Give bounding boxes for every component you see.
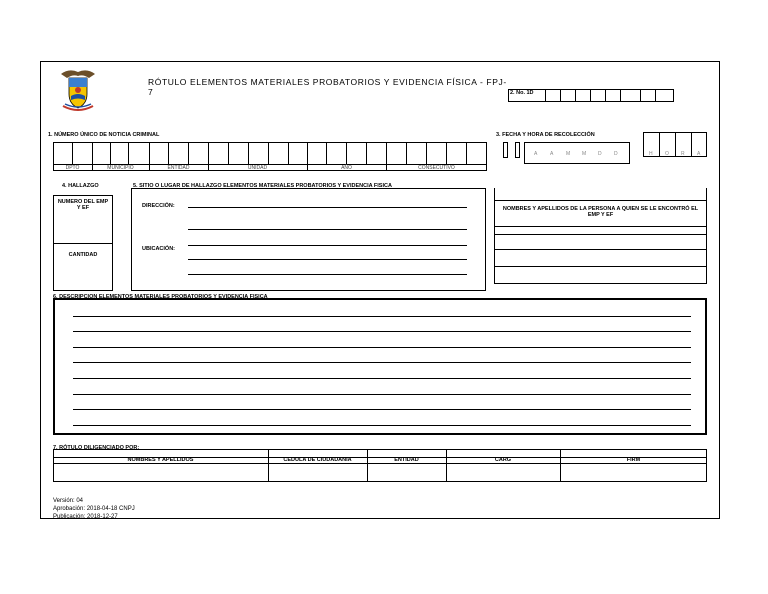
fecha-letter: D: [598, 151, 602, 157]
direccion-input-2[interactable]: [188, 229, 467, 230]
noticia-sub-entidad: ENTIDAD: [167, 165, 190, 171]
descripcion-box[interactable]: [53, 298, 707, 435]
rotulo-label: 7. RÓTULO DILIGENCIADO POR:: [53, 445, 140, 451]
ubicacion-input[interactable]: [188, 245, 467, 246]
sitio-box: [131, 188, 486, 291]
rotulo-col-nombres: NOMBRES Y APELLIDOS: [127, 457, 194, 463]
descripcion-line: [73, 316, 691, 317]
rotulo-col-entidad: ENTIDAD: [394, 457, 419, 463]
publicacion-text: Publicación: 2018-12-27: [53, 514, 118, 520]
ubicacion-input-3[interactable]: [188, 274, 467, 275]
persona-input-3[interactable]: [494, 266, 707, 267]
fecha-letter: A: [550, 151, 554, 157]
hora-letter: O: [665, 151, 669, 157]
hora-letter: A: [697, 151, 701, 157]
noticia-sub-municipio: MUNICIPIO: [107, 165, 134, 171]
version-text: Versión: 04: [53, 498, 84, 504]
descripcion-line: [73, 425, 691, 426]
rotulo-table[interactable]: [53, 449, 707, 482]
descripcion-line: [73, 409, 691, 410]
persona-input-2[interactable]: [494, 249, 707, 250]
noticia-sub-dpto: DPTO: [65, 165, 80, 171]
rotulo-col-cedula: CEDULA DE CIUDADANIA: [283, 457, 352, 463]
fecha-letter: D: [614, 151, 618, 157]
noticia-criminal-label: 1. NÚMERO ÚNICO DE NOTICIA CRIMINAL: [48, 132, 160, 138]
rotulo-col-cargo: CARG: [494, 457, 512, 463]
form-title-cont: 7: [148, 87, 153, 97]
rotulo-number-label: 2. No. 1D: [510, 90, 534, 96]
aprobacion-text: Aprobación: 2018-04-18 CNPJ: [53, 506, 135, 512]
direccion-input[interactable]: [188, 207, 467, 208]
persona-input[interactable]: [494, 234, 707, 235]
rotulo-col-firma: FIRM: [626, 457, 641, 463]
noticia-sub-unidad: UNIDAD: [247, 165, 268, 171]
fecha-letter: M: [582, 151, 587, 157]
fecha-digit[interactable]: [503, 142, 508, 158]
noticia-sub-ano: AÑO: [341, 165, 352, 171]
form-title: RÓTULO ELEMENTOS MATERIALES PROBATORIOS Y EVIDENCIA FÍSICA - FPJ-: [148, 77, 507, 87]
numero-emp-label: NUMERO DEL EMP Y EF: [57, 199, 109, 211]
ubicacion-input-2[interactable]: [188, 259, 467, 260]
fecha-hora-label: 3. FECHA Y HORA DE RECOLECCIÓN: [496, 132, 595, 138]
noticia-sub-consecutivo: CONSECUTIVO: [418, 165, 455, 171]
hora-letter: R: [681, 151, 685, 157]
descripcion-label: 6. DESCRIPCION ELEMENTOS MATERIALES PROBATORIOS Y EVIDENCIA FISICA: [53, 294, 268, 300]
descripcion-line: [73, 378, 691, 379]
descripcion-line: [73, 394, 691, 395]
persona-box: [494, 188, 707, 284]
hora-letter: H: [649, 151, 653, 157]
coat-of-arms-logo: [55, 66, 101, 112]
fecha-letter: M: [566, 151, 571, 157]
ubicacion-label: UBICACIÓN:: [142, 246, 175, 252]
persona-label: NOMBRES Y APELLIDOS DE LA PERSONA A QUIEN SE LE ENCONTRÓ EL EMP Y EF: [502, 206, 699, 218]
direccion-label: DIRECCIÓN:: [142, 203, 175, 209]
fecha-letter: A: [534, 151, 538, 157]
descripcion-line: [73, 347, 691, 348]
fecha-digit[interactable]: [515, 142, 520, 158]
cantidad-label: CANTIDAD: [68, 252, 98, 258]
descripcion-line: [73, 362, 691, 363]
descripcion-line: [73, 331, 691, 332]
hallazgo-label: 4. HALLAZGO: [62, 183, 99, 189]
sitio-label: 5. SITIO O LUGAR DE HALLAZGO ELEMENTOS MATERIALES PROBATORIOS Y EVIDENCIA FISICA: [133, 183, 392, 189]
